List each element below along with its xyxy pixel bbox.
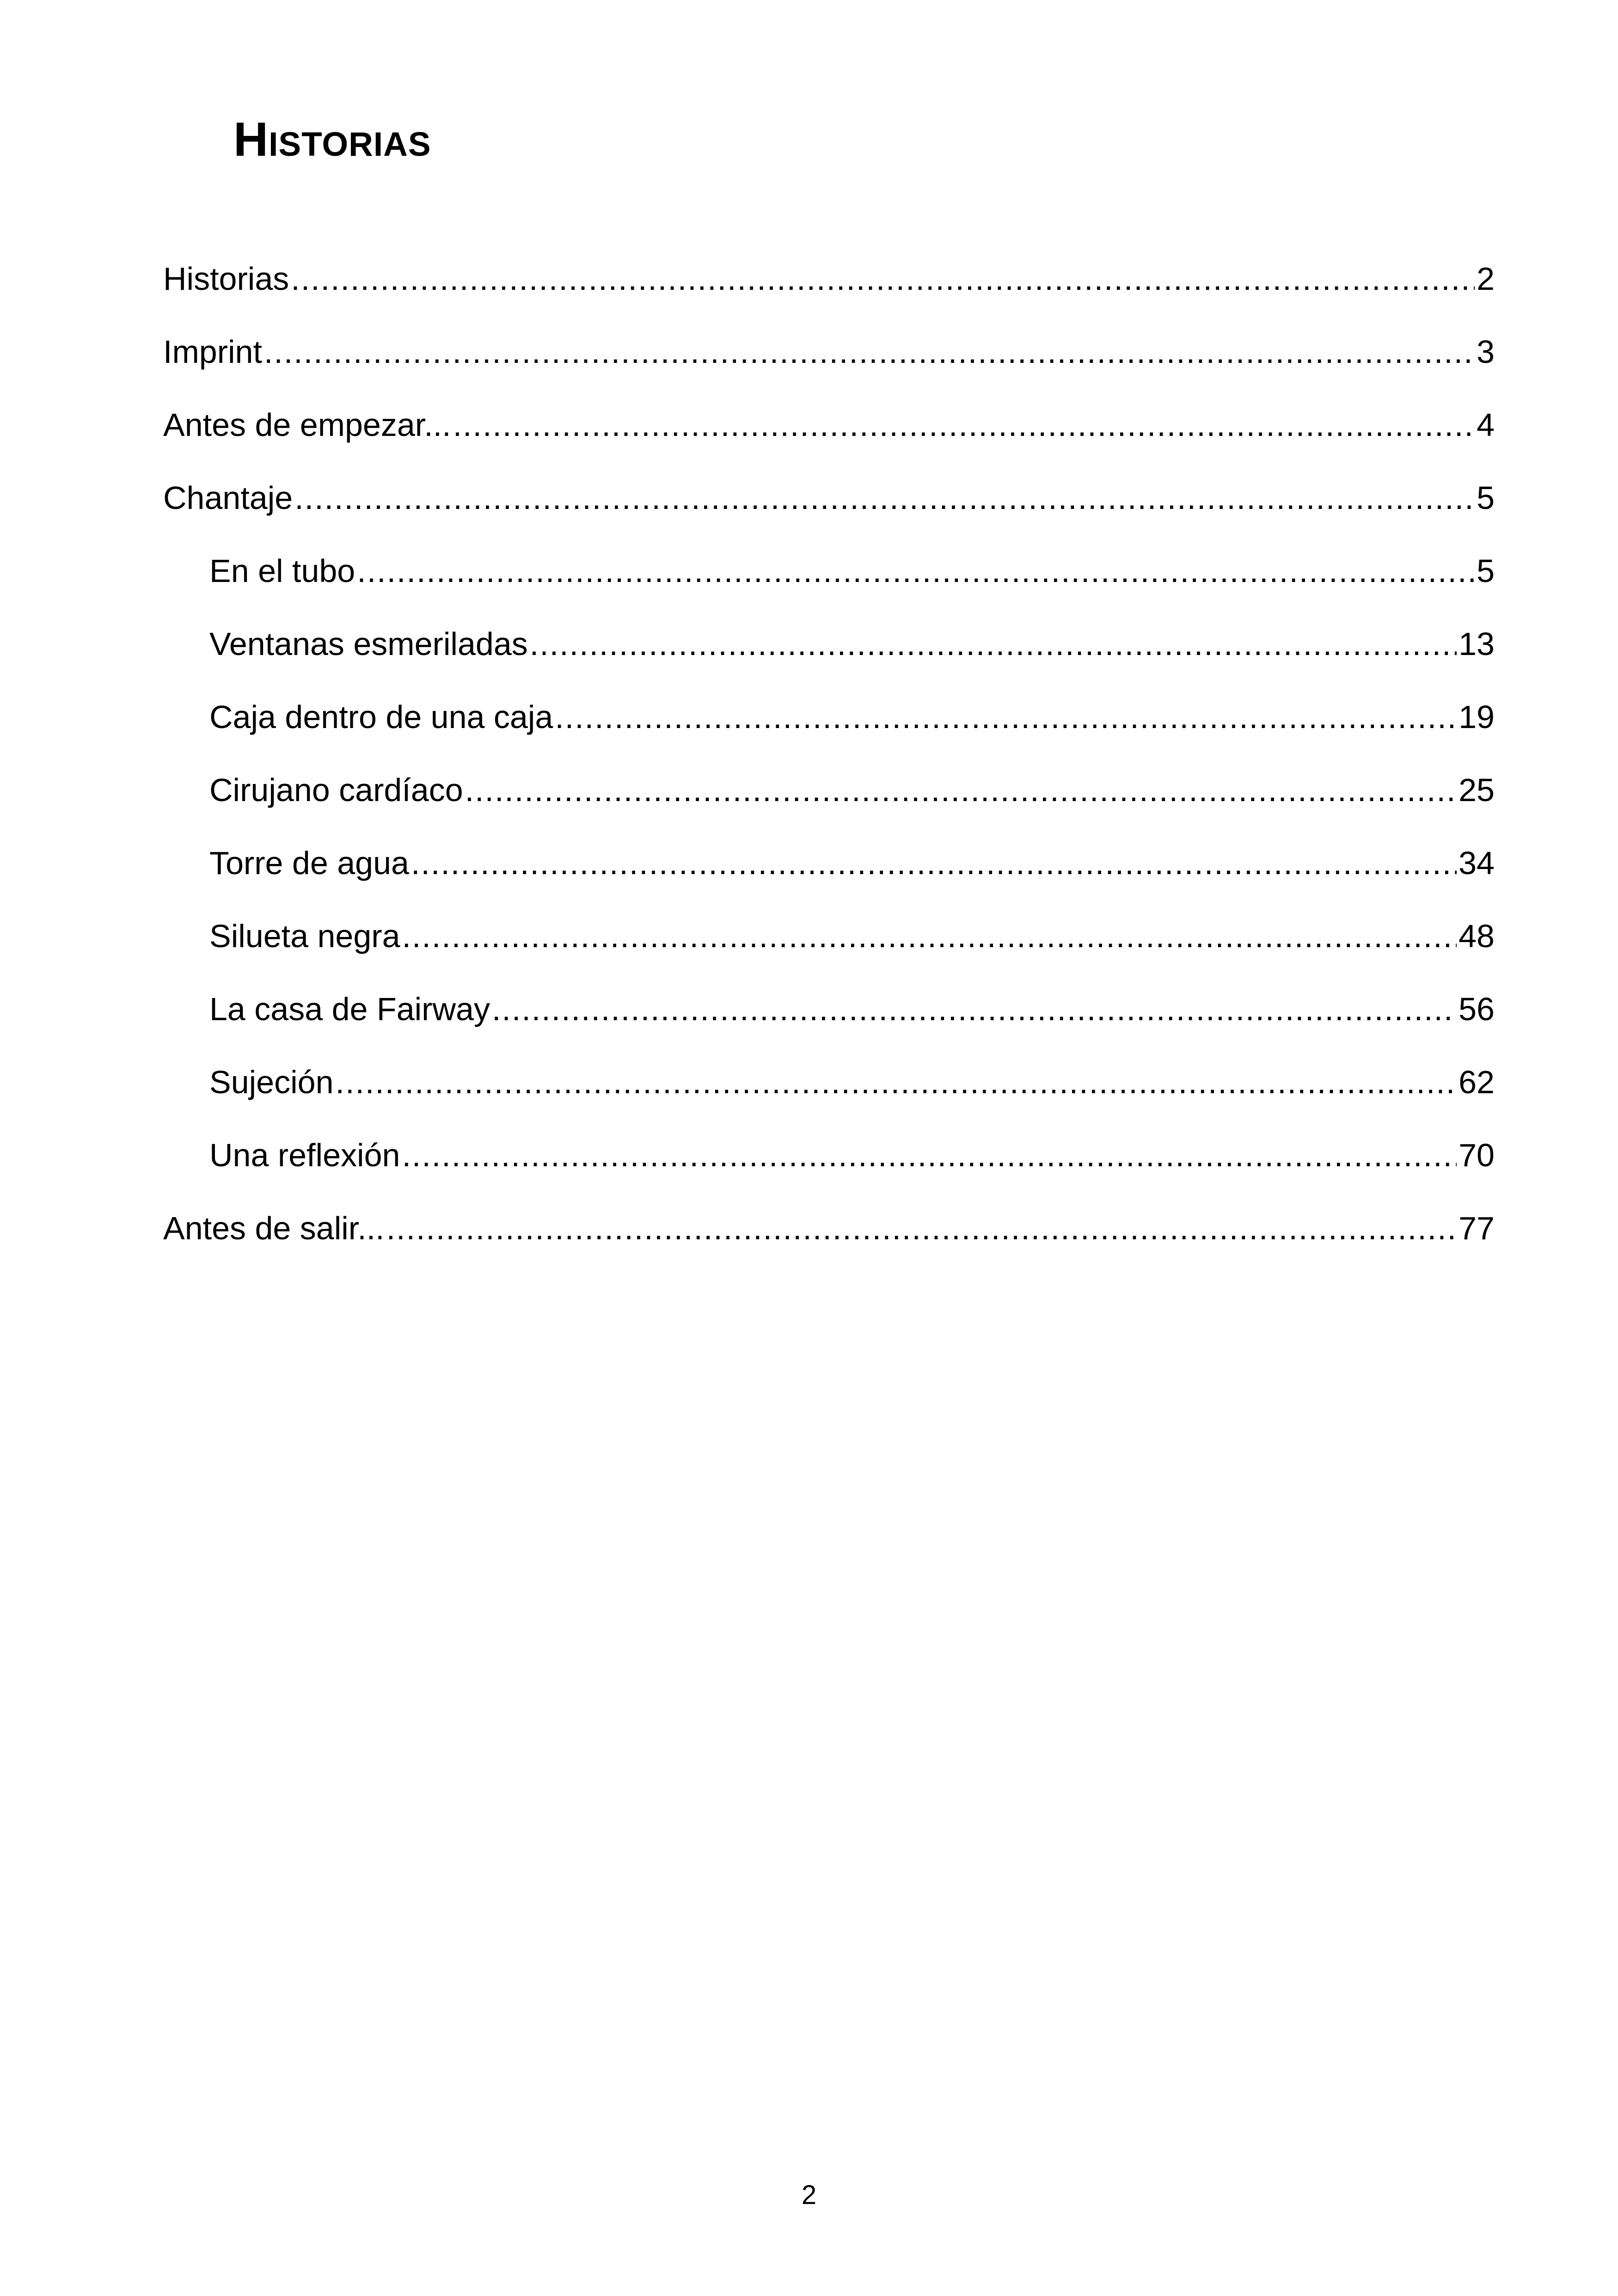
toc-entry-ventanas-esmeriladas[interactable] xyxy=(163,607,1495,680)
toc-dot-leader xyxy=(530,628,1457,660)
toc-entry-label: Imprint xyxy=(163,334,262,370)
toc-entry-label: Cirujano cardíaco xyxy=(209,772,463,808)
toc-dot-leader xyxy=(264,336,1475,368)
toc-entry-page: 2 xyxy=(1477,261,1495,297)
toc-entry-label: En el tubo xyxy=(209,553,355,589)
toc-entry-page: 25 xyxy=(1459,772,1495,808)
toc-entry-label: Sujeción xyxy=(209,1064,334,1100)
toc-entry-silueta-negra[interactable] xyxy=(163,900,1495,973)
toc-dot-leader xyxy=(555,701,1457,733)
toc-entry-page: 70 xyxy=(1459,1137,1495,1173)
toc-entry-page: 48 xyxy=(1459,918,1495,954)
toc-dot-leader xyxy=(357,555,1475,587)
toc-entry-caja-dentro-de-una-caja[interactable] xyxy=(163,680,1495,753)
toc-entry-antes-de-empezar[interactable] xyxy=(163,388,1495,461)
toc-dot-leader xyxy=(402,1139,1457,1171)
toc-entry-page: 56 xyxy=(1459,991,1495,1027)
footer-page-number: 2 xyxy=(801,2180,817,2210)
toc-entry-label: Historias xyxy=(163,261,289,297)
toc-dot-leader xyxy=(402,920,1457,952)
toc-entry-page: 62 xyxy=(1459,1064,1495,1100)
toc-entry-chantaje[interactable] xyxy=(163,461,1495,534)
toc-entry-page: 4 xyxy=(1477,407,1495,443)
toc-dot-leader xyxy=(291,263,1475,295)
toc-entry-label: Antes de empezar... xyxy=(163,407,451,443)
toc-dot-leader xyxy=(411,847,1457,879)
toc-entry-imprint[interactable] xyxy=(163,315,1495,388)
toc-dot-leader xyxy=(336,1066,1457,1098)
toc-entry-la-casa-de-fairway[interactable] xyxy=(163,973,1495,1046)
toc-dot-leader xyxy=(465,774,1457,806)
toc-entry-page: 5 xyxy=(1477,553,1495,589)
toc-entry-page: 77 xyxy=(1459,1210,1495,1246)
toc-entry-label: Antes de salir... xyxy=(163,1210,385,1246)
toc-entry-una-reflexion[interactable] xyxy=(163,1119,1495,1192)
toc-entry-torre-de-agua[interactable] xyxy=(163,827,1495,900)
toc-entry-label: La casa de Fairway xyxy=(209,991,490,1027)
toc-entry-sujecion[interactable] xyxy=(163,1046,1495,1119)
toc-entry-page: 5 xyxy=(1477,480,1495,516)
toc-dot-leader xyxy=(386,1212,1457,1244)
toc-entry-page: 19 xyxy=(1459,699,1495,735)
toc-entry-label: Ventanas esmeriladas xyxy=(209,626,528,662)
toc-entry-en-el-tubo[interactable] xyxy=(163,534,1495,607)
toc-entry-label: Caja dentro de una caja xyxy=(209,699,553,735)
toc-dot-leader xyxy=(453,409,1475,441)
table-of-contents xyxy=(163,242,1495,1265)
toc-dot-leader xyxy=(492,993,1457,1025)
page-title: Historias xyxy=(233,113,431,166)
toc-entry-page: 34 xyxy=(1459,845,1495,881)
toc-dot-leader xyxy=(294,482,1475,514)
toc-entry-label: Chantaje xyxy=(163,480,293,516)
toc-entry-historias[interactable] xyxy=(163,242,1495,315)
toc-entry-page: 3 xyxy=(1477,334,1495,370)
toc-entry-antes-de-salir[interactable] xyxy=(163,1192,1495,1265)
toc-entry-cirujano-cardiaco[interactable] xyxy=(163,753,1495,827)
toc-entry-label: Una reflexión xyxy=(209,1137,400,1173)
toc-entry-label: Silueta negra xyxy=(209,918,400,954)
toc-entry-page: 13 xyxy=(1459,626,1495,662)
toc-entry-label: Torre de agua xyxy=(209,845,409,881)
